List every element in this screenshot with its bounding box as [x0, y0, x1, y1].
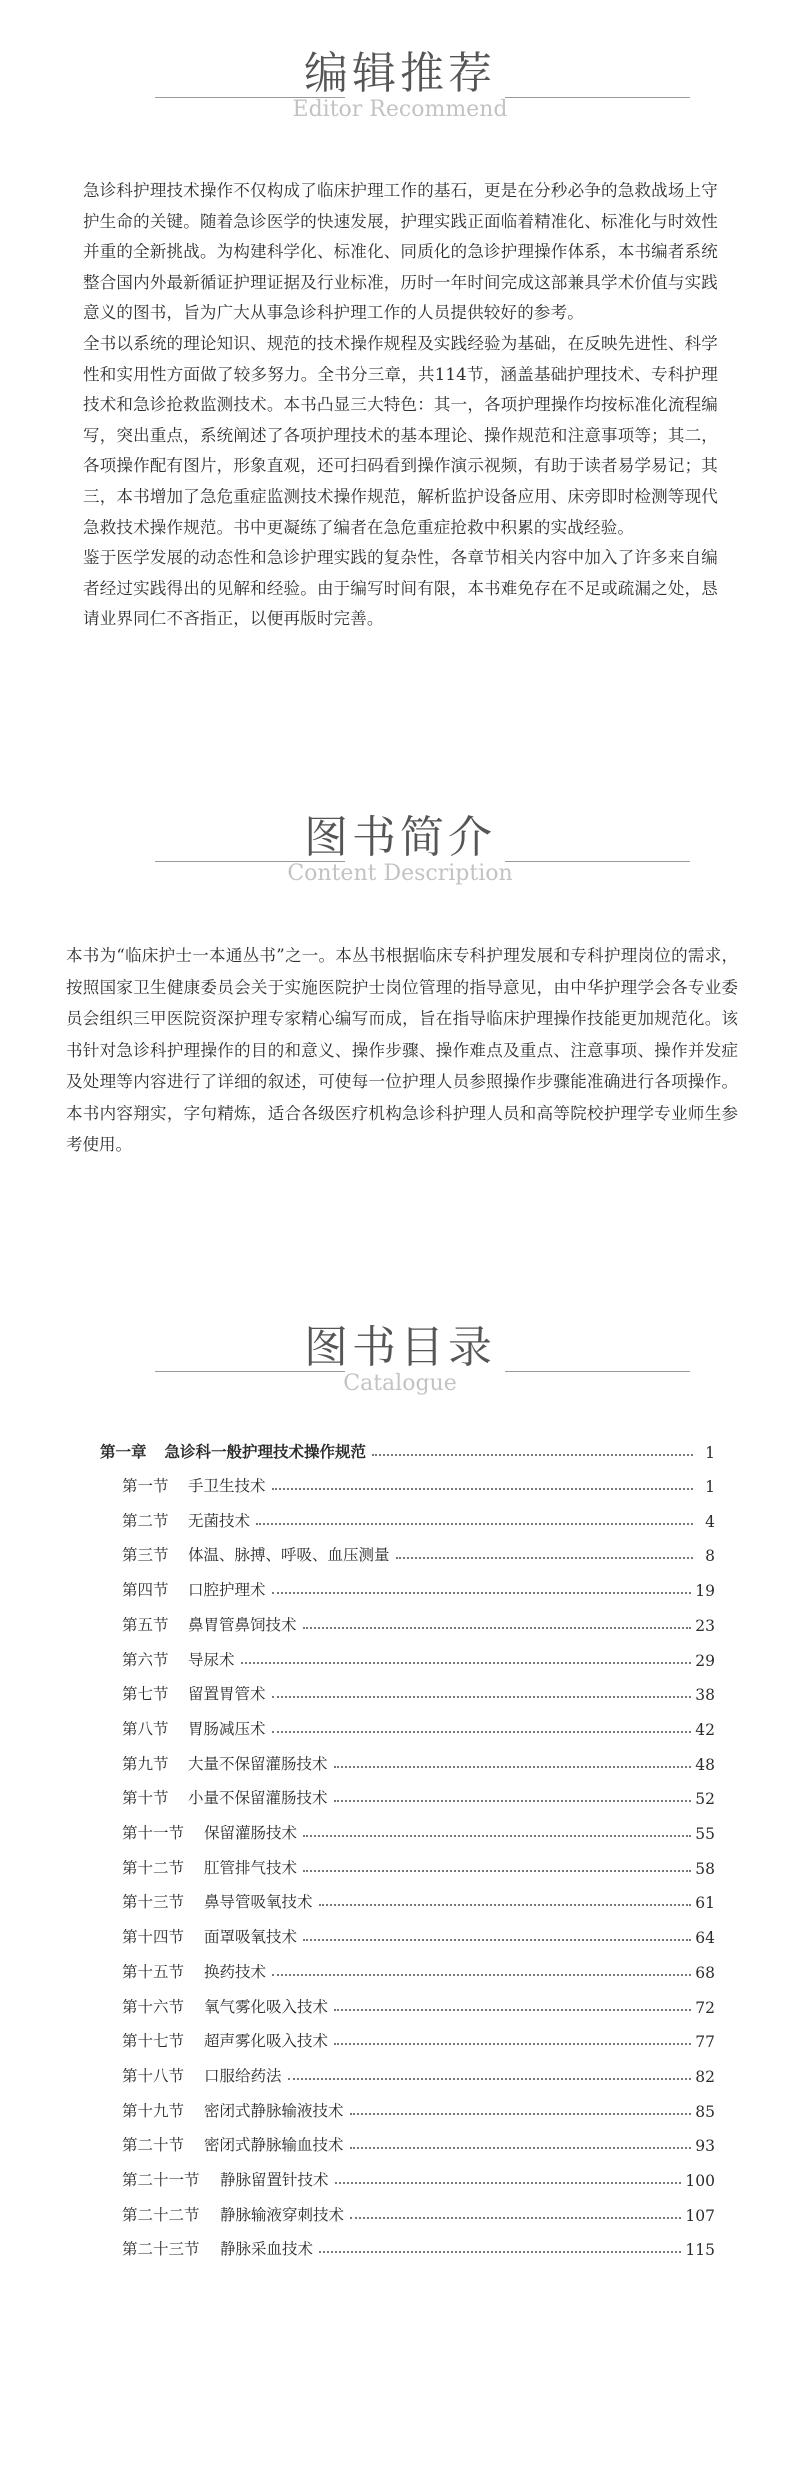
toc-section-title: 无菌技术: [188, 1511, 251, 1530]
toc-page-number: 68: [695, 1963, 715, 1982]
recommend-paragraph: 鉴于医学发展的动态性和急诊护理实践的复杂性，各章节相关内容中加入了许多来自编者经过实践得出的见解和经验。由于编写时间有限，本书难免存在不足或疏漏之处，恳请业界同仁不吝指正，以便再版时完善。: [83, 548, 718, 629]
toc-leader-dots: [350, 2216, 681, 2219]
toc-leader-dots: [256, 1522, 693, 1525]
toc-page-number: 77: [695, 2033, 715, 2052]
recommend-paragraph: 急诊科护理技术操作不仅构成了临床护理工作的基石，更是在分秒必争的急救战场上守护生命的关键。随着急诊医学的快速发展，护理实践正面临着精准化、标准化与时效性并重的全新挑战。为构建科学化、标准化、同质化的急诊护理操作体系，本书编者系统整合国内外最新循证护理证据及行业标准，历时一年时间完成这部兼具学术价值与实践意义的图书，旨为广大从事急诊科护理工作的人员提供较好的参考。: [83, 181, 718, 323]
toc-page-number: 42: [695, 1720, 715, 1739]
toc-section-row: [122, 1784, 715, 1808]
toc-section-row: [122, 2131, 715, 2155]
toc-leader-dots: [334, 2042, 691, 2045]
toc-page-number: 100: [685, 2172, 715, 2190]
toc-section-title: 氧气雾化吸入技术: [204, 1997, 329, 2016]
toc-section-title: 导尿术: [188, 1650, 235, 1669]
toc-section-title: 面罩吸氧技术: [204, 1928, 298, 1947]
toc-leader-dots: [319, 1903, 692, 1906]
toc-leader-dots: [303, 1834, 691, 1837]
toc-section-row: [122, 1819, 715, 1843]
toc-leader-dots: [272, 1973, 691, 1976]
toc-section-number: 第十一节: [122, 1824, 185, 1842]
toc-leader-dots: [334, 1799, 692, 1802]
toc-section-row: [122, 1646, 715, 1670]
toc-section-title: 口服给药法: [204, 2066, 282, 2085]
section-subtitle: Editor Recommend: [292, 97, 508, 122]
toc-section-title: 超声雾化吸入技术: [204, 2032, 329, 2051]
toc-section-row: [122, 2235, 715, 2259]
toc-leader-dots: [319, 2250, 681, 2253]
toc-page-number: 93: [695, 2137, 715, 2156]
toc-section-number: 第七节: [122, 1685, 169, 1704]
toc-section-row: [122, 1472, 715, 1496]
toc-section-title: 保留灌肠技术: [204, 1824, 298, 1842]
toc-section-title: 鼻胃管鼻饲技术: [188, 1615, 297, 1634]
toc-page-number: 115: [685, 2241, 715, 2260]
toc-page-number: 19: [695, 1582, 715, 1601]
toc-section-row: [122, 1611, 715, 1635]
recommend-body: [83, 176, 718, 635]
toc-page-number: 107: [685, 2206, 715, 2225]
toc-section-number: 第八节: [122, 1719, 169, 1738]
recommend-paragraph: 全书以系统的理论知识、规范的技术操作规程及实践经验为基础，在反映先进性、科学性和实用性方面做了较多努力。全书分三章，共114节，涵盖基础护理技术、专科护理技术和急诊抢救监测技术。本书凸显三大特色：其一，各项护理操作均按标准化流程编写，突出重点，系统阐述了各项护理技术的基本理论、操作规范和注意事项等；其二，各项操作配有图片，形象直观，还可扫码看到操作演示视频，有助于读者易学易记；其三，本书增加了急危重症监测技术操作规范，解析监护设备应用、床旁即时检测等现代急救技术操作规范。书中更凝练了编者在急危重症抢救中积累的实战经验。: [83, 333, 718, 537]
toc-chapter-row: [100, 1438, 715, 1462]
toc-section-number: 第十四节: [122, 1928, 185, 1947]
toc-leader-dots: [334, 2008, 691, 2011]
section-header-description: [0, 810, 800, 890]
toc-leader-dots: [350, 2146, 692, 2149]
toc-page-number: 38: [695, 1686, 715, 1705]
toc-leader-dots: [288, 2077, 692, 2080]
toc-section-number: 第五节: [122, 1615, 169, 1634]
toc-page-number: 52: [695, 1790, 715, 1809]
section-header-catalogue: [0, 1320, 800, 1400]
toc-section-number: 第二节: [122, 1511, 169, 1530]
toc-section-number: 第二十节: [122, 2136, 185, 2155]
toc-section-number: 第十五节: [122, 1962, 185, 1981]
toc-page-number: 61: [695, 1894, 715, 1913]
toc-section-row: [122, 2027, 715, 2051]
section-header-recommend: [0, 46, 800, 126]
toc-section-number: 第十二节: [122, 1858, 185, 1877]
section-subtitle: Content Description: [287, 861, 513, 886]
toc-leader-dots: [272, 1730, 692, 1733]
toc-page-number: 4: [705, 1512, 715, 1531]
toc-section-row: [122, 1715, 715, 1739]
toc-page-number: 1: [705, 1478, 715, 1496]
toc-section-title: 鼻导管吸氧技术: [204, 1893, 313, 1912]
toc-section-number: 第十七节: [122, 2032, 185, 2051]
toc-page-number: 8: [705, 1547, 715, 1566]
toc-section-number: 第二十二节: [122, 2205, 200, 2224]
toc-page-number: 29: [695, 1651, 715, 1670]
toc-section-title: 静脉输液穿刺技术: [220, 2205, 345, 2224]
toc-chapter-title: 急诊科一般护理技术操作规范: [164, 1443, 367, 1461]
toc-page-number: 58: [695, 1859, 715, 1878]
toc-section-row: [122, 1507, 715, 1531]
toc-page-number: 1: [705, 1444, 715, 1462]
toc-section-row: [122, 1576, 715, 1600]
description-paragraph: 本书为“临床护士一本通丛书”之一。本丛书根据临床专科护理发展和专科护理岗位的需求，按照国家卫生健康委员会关于实施医院护士岗位管理的指导意见，由中华护理学会各专业委员会组织三甲医院资深护理专家精心编写而成，旨在指导临床护理操作技能更加规范化。该书针对急诊科护理操作的目的和意义、操作步骤、操作难点及重点、注意事项、操作并发症及处理等内容进行了详细的叙述，可使每一位护理人员参照操作步骤能准确进行各项操作。本书内容翔实，字句精炼，适合各级医疗机构急诊科护理人员和高等院校护理学专业师生参考使用。: [66, 946, 738, 1154]
toc-section-title: 胃肠减压术: [188, 1719, 266, 1738]
toc-section-number: 第二十一节: [122, 2171, 200, 2189]
toc-leader-dots: [350, 2112, 692, 2115]
section-title: 图书目录: [304, 1322, 496, 1373]
toc-section-title: 口腔护理术: [188, 1581, 266, 1600]
toc-section-row: [122, 1541, 715, 1565]
toc-section-title: 静脉留置针技术: [220, 2171, 329, 2189]
toc-section-row: [122, 1923, 715, 1947]
toc-section-number: 第十三节: [122, 1893, 185, 1912]
toc-section-number: 第六节: [122, 1650, 169, 1669]
toc-section-row: [122, 2201, 715, 2225]
description-body: [66, 940, 738, 1161]
toc-section-number: 第十八节: [122, 2066, 185, 2085]
section-title: 编辑推荐: [304, 48, 496, 99]
toc-section-title: 换药技术: [204, 1962, 267, 1981]
toc-section-number: 第十节: [122, 1789, 169, 1808]
toc-leader-dots: [303, 1869, 691, 1872]
toc-page-number: 72: [695, 1998, 715, 2017]
toc-section-title: 留置胃管术: [188, 1685, 266, 1704]
toc-section-title: 密闭式静脉输液技术: [204, 2101, 344, 2120]
toc-section-title: 大量不保留灌肠技术: [188, 1754, 328, 1773]
toc-section-number: 第三节: [122, 1546, 169, 1565]
toc-leader-dots: [372, 1453, 693, 1456]
section-subtitle: Catalogue: [343, 1371, 457, 1396]
toc-leader-dots: [396, 1556, 693, 1559]
toc-section-number: 第四节: [122, 1581, 169, 1600]
toc-section-number: 第九节: [122, 1754, 169, 1773]
toc-section-row: [122, 2097, 715, 2121]
toc-section-title: 小量不保留灌肠技术: [188, 1789, 328, 1808]
toc-section-row: [122, 1958, 715, 1982]
toc-leader-dots: [272, 1591, 692, 1594]
toc-section-row: [122, 1854, 715, 1878]
toc-section-title: 体温、脉搏、呼吸、血压测量: [188, 1546, 390, 1565]
toc-page-number: 85: [695, 2102, 715, 2121]
toc-section-title: 手卫生技术: [188, 1477, 266, 1495]
toc-leader-dots: [272, 1487, 693, 1490]
toc-page-number: 55: [695, 1825, 715, 1843]
toc-leader-dots: [334, 1765, 692, 1768]
toc-section-row: [122, 2166, 715, 2190]
toc-chapter-number: 第一章: [100, 1443, 147, 1461]
toc-page-number: 48: [695, 1755, 715, 1774]
toc-section-row: [122, 1680, 715, 1704]
toc-page-number: 23: [695, 1616, 715, 1635]
toc-leader-dots: [335, 2181, 682, 2184]
toc-section-number: 第十九节: [122, 2101, 185, 2120]
toc-leader-dots: [272, 1695, 692, 1698]
toc-section-row: [122, 1750, 715, 1774]
toc-section-title: 静脉采血技术: [220, 2240, 314, 2259]
toc-section-row: [122, 1993, 715, 2017]
toc-page-number: 82: [695, 2067, 715, 2086]
toc-section-title: 密闭式静脉输血技术: [204, 2136, 344, 2155]
toc-section-title: 肛管排气技术: [204, 1858, 298, 1877]
toc-leader-dots: [241, 1661, 692, 1664]
toc-page-number: 64: [695, 1929, 715, 1948]
toc-section-number: 第二十三节: [122, 2240, 200, 2259]
toc-section-row: [122, 1888, 715, 1912]
toc-section-number: 第十六节: [122, 1997, 185, 2016]
toc-leader-dots: [303, 1938, 691, 1941]
section-title: 图书简介: [304, 812, 496, 863]
toc-leader-dots: [303, 1626, 692, 1629]
toc-section-number: 第一节: [122, 1477, 169, 1495]
toc-section-row: [122, 2062, 715, 2086]
